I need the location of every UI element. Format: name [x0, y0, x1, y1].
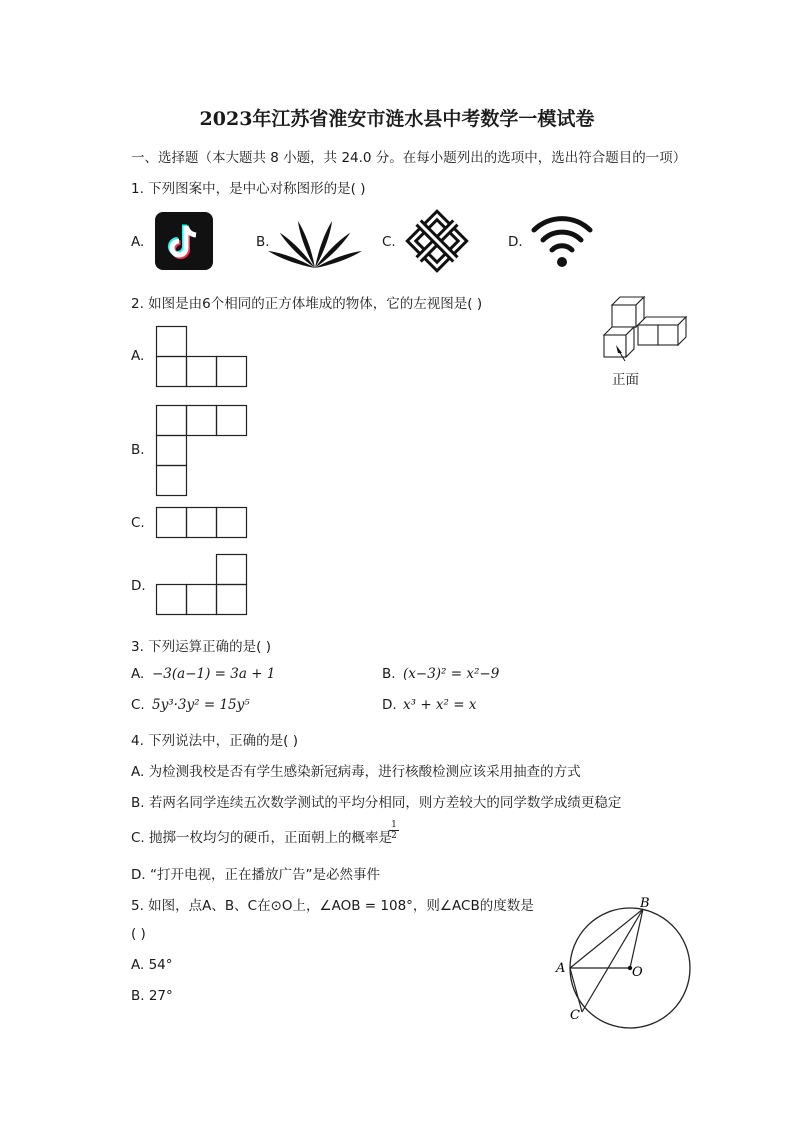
circle-figure [550, 892, 700, 1032]
q4-stem: 4. 下列说法中，正确的是( ) [131, 733, 298, 749]
q2-label-d: D. [131, 578, 146, 594]
q5-option-b: B. 27° [131, 988, 173, 1004]
q3-label-c: C. [131, 697, 145, 713]
q1-label-b: B. [256, 234, 270, 250]
q2-option-a-grid [156, 326, 248, 388]
q2-option-b-grid [156, 405, 248, 497]
q1-label-a: A. [131, 234, 145, 250]
knot-logo-icon [406, 210, 468, 272]
q3-option-b: (x−3)² = x²−9 [403, 666, 500, 682]
page-title: 2023年江苏省淮安市涟水县中考数学一模试卷 [199, 108, 595, 130]
q2-label-c: C. [131, 515, 145, 531]
q2-stem: 2. 如图是由6个相同的正方体堆成的物体，它的左视图是( ) [131, 296, 483, 312]
fraction-denominator: 2 [389, 830, 399, 841]
q3-option-c: 5y³·3y² = 15y⁵ [152, 697, 250, 713]
q2-option-d-grid [156, 554, 248, 616]
point-label-a: A [556, 961, 566, 976]
figure-caption: 正面 [612, 372, 639, 388]
q3-label-d: D. [382, 697, 397, 713]
point-label-c: C [570, 1008, 580, 1023]
q5-stem-paren: ( ) [131, 926, 146, 942]
section-header: 一、选择题（本大题共 8 小题，共 24.0 分。在每小题列出的选项中，选出符合题目的一项） [131, 150, 687, 166]
wifi-icon [530, 210, 594, 270]
q1-label-d: D. [508, 234, 523, 250]
q4-option-b: B. 若两名同学连续五次数学测试的平均分相同，则方差较大的同学数学成绩更稳定 [131, 795, 622, 811]
fraction-numerator: 1 [391, 820, 397, 830]
q3-option-a: −3(a−1) = 3a + 1 [152, 666, 276, 682]
q4-option-a: A. 为检测我校是否有学生感染新冠病毒，进行核酸检测应该采用抽查的方式 [131, 764, 581, 780]
tiktok-logo-icon [155, 212, 213, 270]
huawei-logo-icon [280, 212, 350, 270]
q4-fraction [389, 820, 399, 841]
point-label-o: O [632, 965, 643, 980]
q1-label-c: C. [382, 234, 396, 250]
q4-option-d: D. “打开电视，正在播放广告”是必然事件 [131, 867, 380, 883]
q3-label-b: B. [382, 666, 396, 682]
q2-option-c-grid [156, 507, 248, 539]
q5-stem: 5. 如图，点A、B、C在⊙O上，∠AOB = 108°，则∠ACB的度数是 [131, 898, 534, 914]
q1-stem: 1. 下列图案中，是中心对称图形的是( ) [131, 181, 366, 197]
q5-option-a: A. 54° [131, 957, 173, 973]
q3-option-d: x³ + x² = x [403, 697, 477, 713]
cube-stack-figure [600, 293, 692, 363]
q2-label-a: A. [131, 348, 145, 364]
q3-stem: 3. 下列运算正确的是( ) [131, 639, 271, 655]
point-label-b: B [640, 896, 650, 911]
q2-label-b: B. [131, 442, 145, 458]
q4-option-c: C. 抛掷一枚均匀的硬币，正面朝上的概率是 [131, 830, 393, 846]
q3-label-a: A. [131, 666, 145, 682]
